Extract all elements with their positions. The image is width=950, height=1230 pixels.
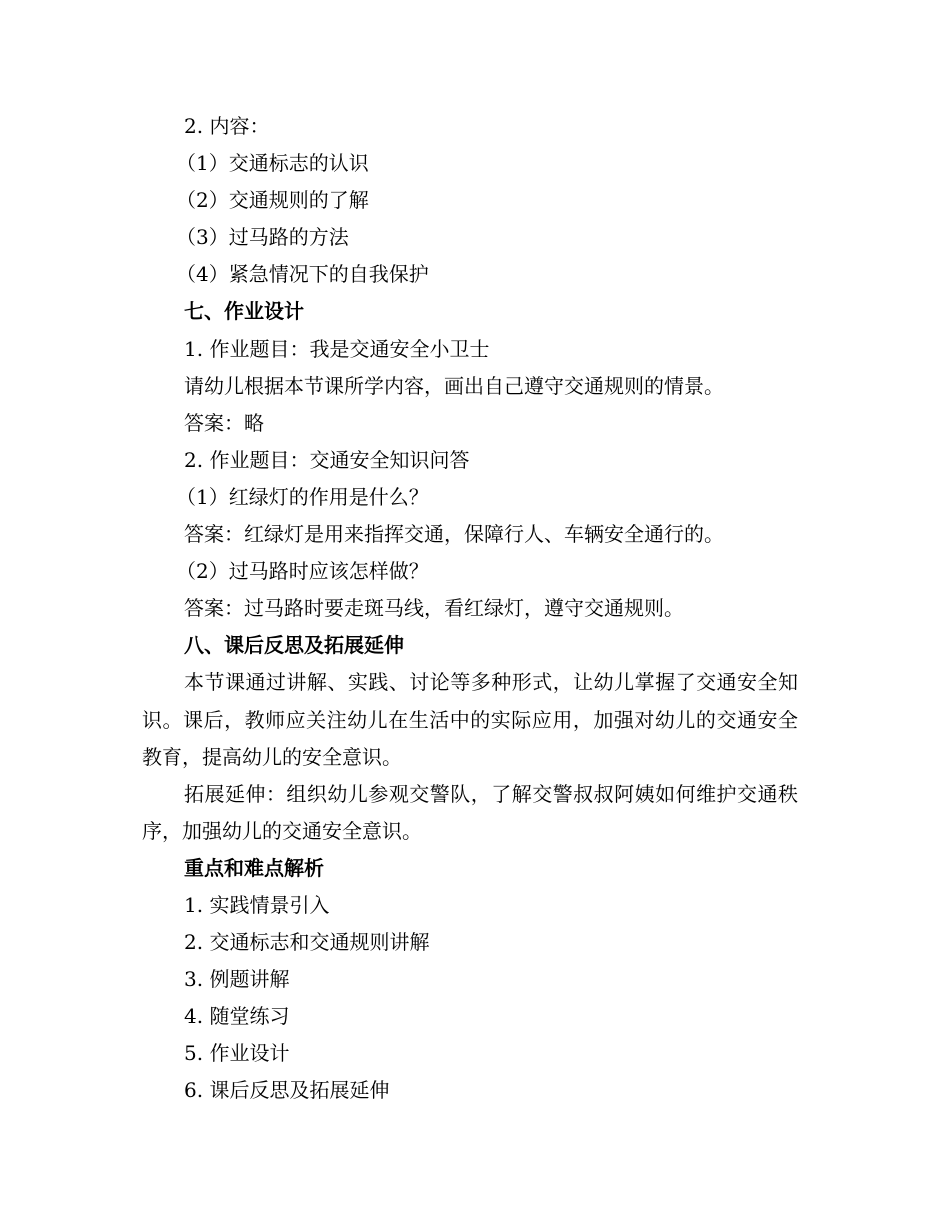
summary-item-4: 4. 随堂练习 <box>184 1004 290 1029</box>
homework-answer-2: 答案：红绿灯是用来指挥交通，保障行人、车辆安全通行的。 <box>184 522 724 547</box>
homework-question-1: （1）红绿灯的作用是什么？ <box>176 484 429 509</box>
summary-item-2: 2. 交通标志和交通规则讲解 <box>184 930 430 955</box>
content-item-3: （3）过马路的方法 <box>176 225 349 250</box>
summary-item-5: 5. 作业设计 <box>184 1041 290 1066</box>
summary-item-3: 3. 例题讲解 <box>184 967 290 992</box>
homework-answer-1: 答案：略 <box>184 410 264 435</box>
summary-heading: 重点和难点解析 <box>184 855 324 880</box>
summary-item-6: 6. 课后反思及拓展延伸 <box>184 1078 390 1103</box>
content-item-heading: 2. 内容： <box>184 114 270 138</box>
homework-instruction: 请幼儿根据本节课所学内容，画出自己遵守交通规则的情景。 <box>184 373 724 398</box>
homework-title-1: 1. 作业题目：我是交通安全小卫士 <box>184 336 490 361</box>
content-item-2: （2）交通规则的了解 <box>176 188 369 213</box>
extension-paragraph: 拓展延伸：组织幼儿参观交警队，了解交警叔叔阿姨如何维护交通秩序，加强幼儿的交通安全意识。 <box>142 781 798 843</box>
content-item-1: （1）交通标志的认识 <box>176 151 369 176</box>
section-heading-homework: 七、作业设计 <box>184 299 304 324</box>
summary-item-1: 1. 实践情景引入 <box>184 892 330 917</box>
homework-answer-3: 答案：过马路时要走斑马线，看红绿灯，遵守交通规则。 <box>184 596 684 621</box>
reflection-paragraph: 本节课通过讲解、实践、讨论等多种形式，让幼儿掌握了交通安全知识。课后，教师应关注幼儿在生活中的实际应用，加强对幼儿的交通安全教育，提高幼儿的安全意识。 <box>142 670 798 769</box>
content-item-4: （4）紧急情况下的自我保护 <box>176 262 429 287</box>
homework-title-2: 2. 作业题目：交通安全知识问答 <box>184 447 470 472</box>
document-body <box>142 108 798 1110</box>
section-heading-reflection: 八、课后反思及拓展延伸 <box>184 633 404 658</box>
homework-question-2: （2）过马路时应该怎样做？ <box>176 559 429 584</box>
